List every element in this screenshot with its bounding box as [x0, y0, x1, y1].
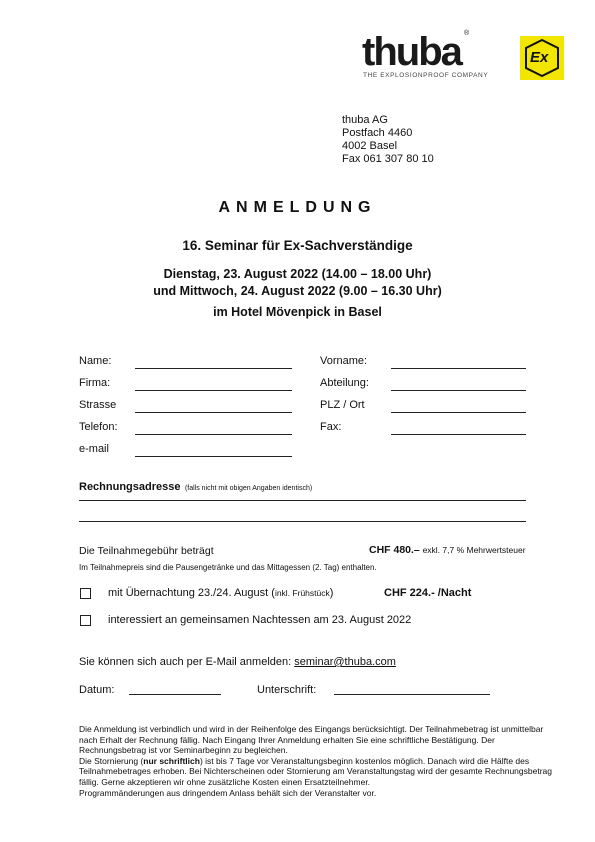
terms-paragraph-2	[79, 756, 554, 788]
contact-text: Sie können sich auch per E-Mail anmelden:	[79, 656, 292, 668]
overnight-close: )	[329, 587, 334, 599]
dinner-option: interessiert an gemeinsamen Nachtessen am 23. August 2022	[108, 614, 412, 626]
terms-paragraph-3: Programmänderungen aus dringendem Anlass behält sich der Veranstalter vor.	[79, 787, 377, 798]
fee-vat: exkl. 7,7 % Mehrwertsteuer	[422, 545, 526, 555]
address-line: thuba AG	[342, 114, 388, 126]
terms-cancel-b: nur schriftlich	[143, 755, 200, 766]
seminar-title: 16. Seminar für Ex-Sachverständige	[182, 238, 413, 253]
fee-amount-row	[369, 544, 526, 556]
terms-cancel-c: ) ist bis 7 Tage vor Veranstaltungsbeginn kostenlos möglich. Danach wird die Hälfte des Teilnahmebetrages erhoben. Bei Nichterscheinen oder Stornierung am Veranstaltungstag wird der gesamte Rechnungsbetrag fällig. Gerne akzeptieren wir ohne zusätzliche Kosten einen Ersatzteilnehmer.	[79, 755, 552, 787]
ex-label: Ex	[530, 49, 549, 66]
datum-label: Datum:	[79, 684, 115, 696]
ex-icon	[520, 36, 564, 80]
address-line: 4002 Basel	[342, 140, 398, 152]
billing-heading	[79, 477, 312, 495]
firma-field[interactable]	[135, 390, 292, 391]
name-field[interactable]	[135, 368, 292, 369]
vorname-field[interactable]	[391, 368, 526, 369]
telefon-label: Telefon:	[79, 421, 118, 433]
fax-label: Fax:	[320, 421, 342, 433]
plz-label: PLZ / Ort	[320, 399, 365, 411]
vorname-label: Vorname:	[320, 355, 368, 367]
terms-text	[79, 724, 554, 798]
plz-field[interactable]	[391, 412, 526, 413]
overnight-label: mit Übernachtung 23./24. August (	[108, 587, 275, 599]
overnight-small: inkl. Frühstück	[274, 588, 330, 598]
brand-logo	[362, 30, 522, 82]
strasse-label: Strasse	[79, 399, 117, 411]
billing-field-1[interactable]	[79, 500, 526, 501]
email-label: e-mail	[79, 443, 109, 455]
unterschrift-label: Unterschrift:	[257, 684, 317, 696]
overnight-option	[108, 587, 333, 599]
abteilung-label: Abteilung:	[320, 377, 369, 389]
billing-title: Rechnungsadresse	[79, 481, 181, 493]
registered-mark: ®	[464, 30, 470, 37]
billing-field-2[interactable]	[79, 521, 526, 522]
fee-label: Die Teilnahmegebühr beträgt	[79, 545, 214, 557]
abteilung-field[interactable]	[391, 390, 526, 391]
seminar-date-2: und Mittwoch, 24. August 2022 (9.00 – 16.30 Uhr)	[153, 284, 442, 298]
recipient-address	[342, 114, 434, 166]
seminar-venue: im Hotel Mövenpick in Basel	[213, 305, 382, 319]
name-label: Name:	[79, 355, 112, 367]
terms-cancel-a: Die Stornierung (	[79, 755, 144, 766]
address-line: Postfach 4460	[342, 127, 413, 139]
firma-label: Firma:	[79, 377, 111, 389]
terms-paragraph-1: Die Anmeldung ist verbindlich und wird in der Reihenfolge des Eingangs berücksichtigt. Der Teilnahmebetrag ist unmittelbar nach Erhalt der Rechnung fällig. Nach Eingang Ihrer Anmeldung erhalten Sie eine schriftliche Bestätigung. Der Rechnungsbetrag ist vor Seminarbeginn zu begleichen.	[79, 724, 544, 756]
signature-field[interactable]	[334, 694, 490, 695]
contact-email-link[interactable]: seminar@thuba.com	[294, 656, 396, 668]
dinner-checkbox[interactable]	[80, 615, 91, 626]
logo-wordmark: thuba	[362, 30, 461, 74]
datum-field[interactable]	[129, 694, 221, 695]
logo-tagline: THE EXPLOSIONPROOF COMPANY	[363, 72, 489, 79]
email-field[interactable]	[135, 456, 292, 457]
fax-field[interactable]	[391, 434, 526, 435]
address-line: Fax 061 307 80 10	[342, 153, 434, 165]
fee-includes: Im Teilnahmepreis sind die Pausengetränke und das Mittagessen (2. Tag) enthalten.	[79, 563, 377, 572]
fee-amount: CHF 480.–	[369, 544, 420, 556]
strasse-field[interactable]	[135, 412, 292, 413]
page-title: ANMELDUNG	[218, 199, 377, 216]
billing-note: (falls nicht mit obigen Angaben identisch)	[184, 485, 313, 492]
telefon-field[interactable]	[135, 434, 292, 435]
overnight-checkbox[interactable]	[80, 588, 91, 599]
overnight-price: CHF 224.- /Nacht	[384, 587, 472, 599]
seminar-date-1: Dienstag, 23. August 2022 (14.00 – 18.00 Uhr)	[163, 267, 432, 281]
contact-line	[79, 656, 396, 668]
